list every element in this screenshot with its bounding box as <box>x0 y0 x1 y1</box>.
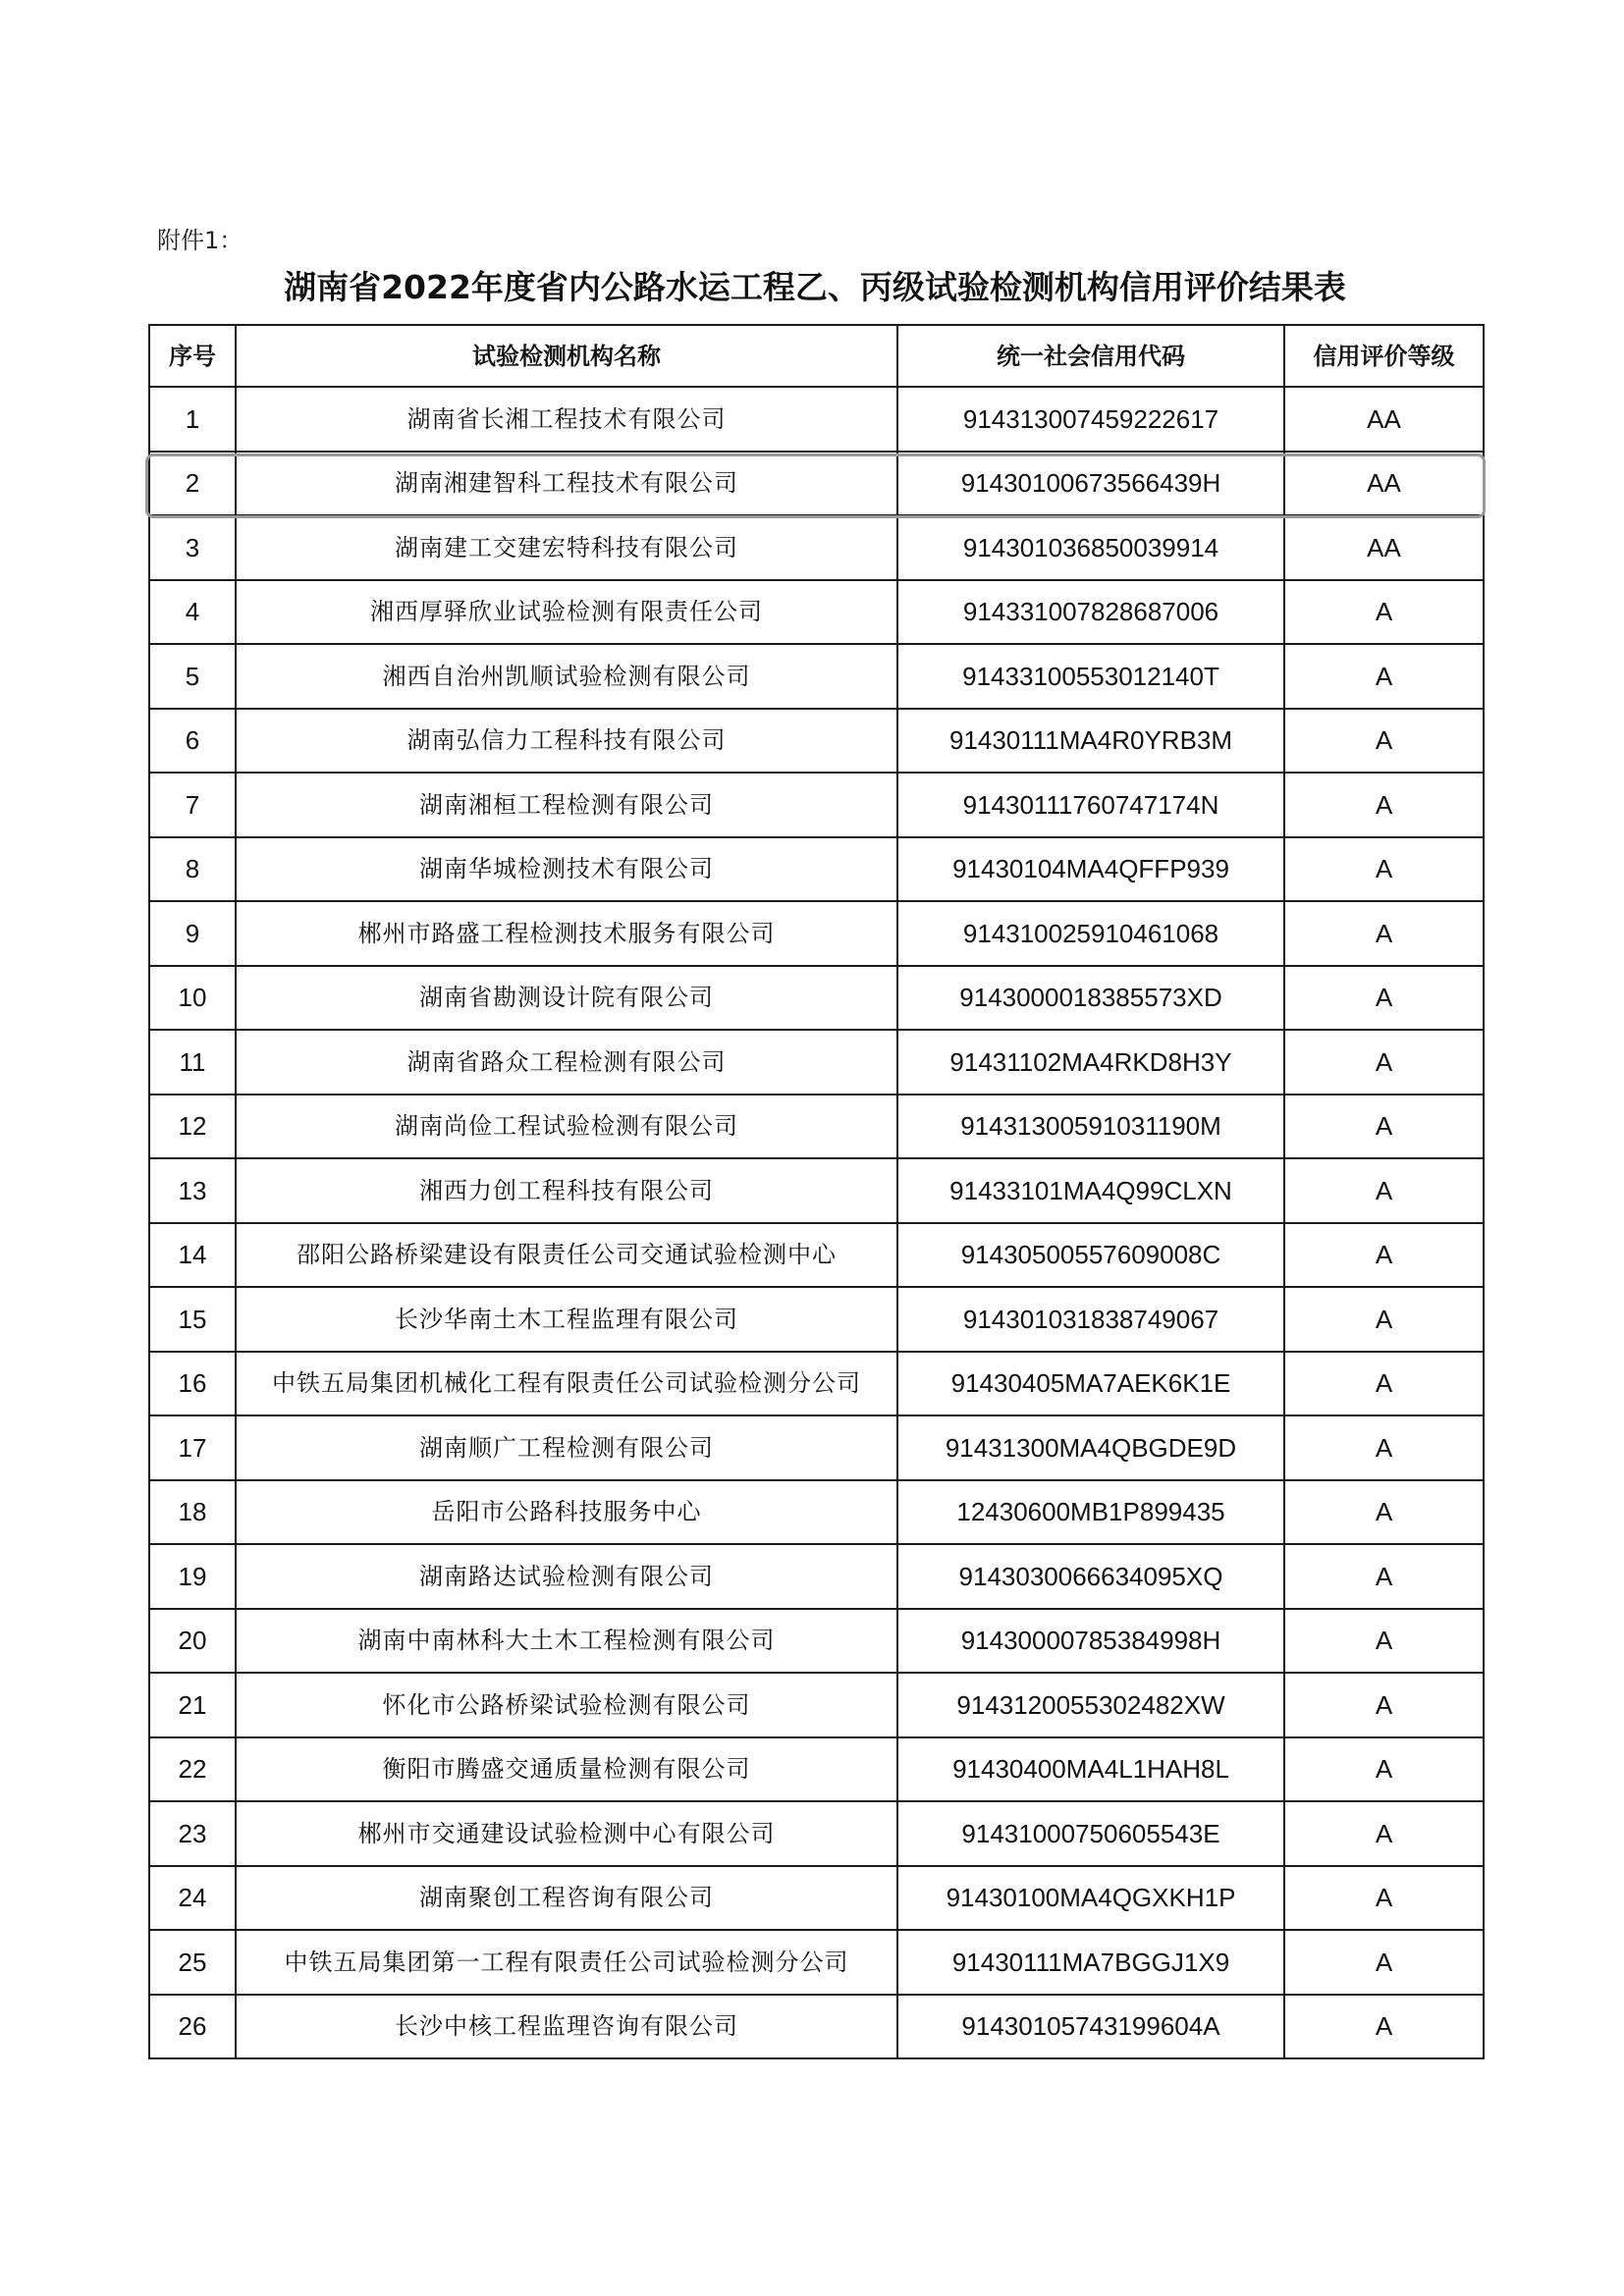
cell-credit-code: 9143120055302482XW <box>897 1673 1284 1737</box>
cell-credit-grade: A <box>1284 709 1484 774</box>
table-row[interactable] <box>149 580 1484 645</box>
cell-credit-code: 91430100673566439H <box>897 452 1284 516</box>
cell-serial-number: 26 <box>149 1995 236 2059</box>
cell-credit-grade: A <box>1284 1415 1484 1480</box>
cell-credit-code: 9143030066634095XQ <box>897 1544 1284 1609</box>
table-row[interactable] <box>149 1287 1484 1352</box>
cell-credit-grade: A <box>1284 1801 1484 1866</box>
cell-institution-name: 中铁五局集团机械化工程有限责任公司试验检测分公司 <box>236 1352 897 1416</box>
cell-credit-grade: A <box>1284 1930 1484 1995</box>
cell-credit-code: 914301036850039914 <box>897 515 1284 580</box>
cell-credit-grade: AA <box>1284 387 1484 452</box>
cell-institution-name: 湘西厚驿欣业试验检测有限责任公司 <box>236 580 897 645</box>
cell-serial-number: 3 <box>149 515 236 580</box>
results-table <box>148 324 1485 2059</box>
table-row[interactable] <box>149 709 1484 774</box>
cell-serial-number: 5 <box>149 644 236 709</box>
cell-credit-code: 91430100MA4QGXKH1P <box>897 1866 1284 1931</box>
table-row[interactable] <box>149 1095 1484 1159</box>
table-row[interactable] <box>149 1737 1484 1802</box>
cell-credit-code: 91433101MA4Q99CLXN <box>897 1158 1284 1223</box>
cell-serial-number: 22 <box>149 1737 236 1802</box>
cell-serial-number: 2 <box>149 452 236 516</box>
table-row[interactable] <box>149 1995 1484 2059</box>
cell-institution-name: 湖南建工交建宏特科技有限公司 <box>236 515 897 580</box>
cell-credit-grade: A <box>1284 1223 1484 1288</box>
table-row[interactable] <box>149 1030 1484 1095</box>
cell-serial-number: 6 <box>149 709 236 774</box>
cell-credit-code: 91431300591031190M <box>897 1095 1284 1159</box>
cell-credit-grade: A <box>1284 1095 1484 1159</box>
cell-institution-name: 湖南华城检测技术有限公司 <box>236 837 897 902</box>
table-row[interactable] <box>149 1866 1484 1931</box>
cell-serial-number: 18 <box>149 1480 236 1545</box>
cell-institution-name: 湖南省长湘工程技术有限公司 <box>236 387 897 452</box>
cell-serial-number: 10 <box>149 966 236 1031</box>
header-institution-name: 试验检测机构名称 <box>236 325 897 387</box>
cell-institution-name: 郴州市交通建设试验检测中心有限公司 <box>236 1801 897 1866</box>
cell-institution-name: 长沙中核工程监理咨询有限公司 <box>236 1995 897 2059</box>
cell-credit-grade: A <box>1284 1030 1484 1095</box>
table-row[interactable] <box>149 1673 1484 1737</box>
cell-credit-code: 91430405MA7AEK6K1E <box>897 1352 1284 1416</box>
cell-serial-number: 19 <box>149 1544 236 1609</box>
header-credit-grade: 信用评价等级 <box>1284 325 1484 387</box>
cell-credit-code: 914313007459222617 <box>897 387 1284 452</box>
cell-credit-grade: A <box>1284 1609 1484 1674</box>
cell-institution-name: 湖南湘建智科工程技术有限公司 <box>236 452 897 516</box>
cell-institution-name: 邵阳公路桥梁建设有限责任公司交通试验检测中心 <box>236 1223 897 1288</box>
table-row[interactable] <box>149 1415 1484 1480</box>
cell-credit-grade: A <box>1284 1352 1484 1416</box>
cell-credit-grade: A <box>1284 773 1484 837</box>
cell-credit-grade: AA <box>1284 452 1484 516</box>
table-body <box>149 387 1484 2058</box>
cell-credit-grade: A <box>1284 580 1484 645</box>
cell-credit-grade: A <box>1284 1544 1484 1609</box>
cell-credit-grade: A <box>1284 1158 1484 1223</box>
cell-serial-number: 1 <box>149 387 236 452</box>
cell-credit-code: 91430111MA7BGGJ1X9 <box>897 1930 1284 1995</box>
cell-credit-grade: A <box>1284 1866 1484 1931</box>
cell-credit-code: 914331007828687006 <box>897 580 1284 645</box>
cell-serial-number: 25 <box>149 1930 236 1995</box>
cell-serial-number: 16 <box>149 1352 236 1416</box>
cell-credit-grade: A <box>1284 1737 1484 1802</box>
table-row[interactable] <box>149 1480 1484 1545</box>
cell-serial-number: 7 <box>149 773 236 837</box>
cell-institution-name: 郴州市路盛工程检测技术服务有限公司 <box>236 901 897 966</box>
table-row[interactable] <box>149 452 1484 516</box>
cell-institution-name: 湖南聚创工程咨询有限公司 <box>236 1866 897 1931</box>
cell-serial-number: 12 <box>149 1095 236 1159</box>
cell-credit-grade: A <box>1284 1995 1484 2059</box>
table-row[interactable] <box>149 1352 1484 1416</box>
cell-serial-number: 8 <box>149 837 236 902</box>
table-row[interactable] <box>149 1801 1484 1866</box>
cell-credit-code: 91431300MA4QBGDE9D <box>897 1415 1284 1480</box>
cell-serial-number: 21 <box>149 1673 236 1737</box>
cell-institution-name: 湖南顺广工程检测有限公司 <box>236 1415 897 1480</box>
cell-serial-number: 14 <box>149 1223 236 1288</box>
header-credit-code: 统一社会信用代码 <box>897 325 1284 387</box>
table-row[interactable] <box>149 1609 1484 1674</box>
cell-institution-name: 衡阳市腾盛交通质量检测有限公司 <box>236 1737 897 1802</box>
cell-credit-code: 91430000785384998H <box>897 1609 1284 1674</box>
cell-credit-code: 91430111MA4R0YRB3M <box>897 709 1284 774</box>
cell-institution-name: 湘西自治州凯顺试验检测有限公司 <box>236 644 897 709</box>
table-row[interactable] <box>149 773 1484 837</box>
cell-serial-number: 23 <box>149 1801 236 1866</box>
attachment-label: 附件1： <box>157 227 244 254</box>
table-row[interactable] <box>149 1544 1484 1609</box>
cell-institution-name: 湖南中南林科大土木工程检测有限公司 <box>236 1609 897 1674</box>
table-row[interactable] <box>149 1158 1484 1223</box>
cell-institution-name: 中铁五局集团第一工程有限责任公司试验检测分公司 <box>236 1930 897 1995</box>
cell-credit-grade: A <box>1284 1480 1484 1545</box>
cell-credit-code: 91431102MA4RKD8H3Y <box>897 1030 1284 1095</box>
table-row[interactable] <box>149 966 1484 1031</box>
table-row[interactable] <box>149 901 1484 966</box>
cell-credit-grade: A <box>1284 1673 1484 1737</box>
cell-credit-code: 91433100553012140T <box>897 644 1284 709</box>
cell-credit-code: 91430111760747174N <box>897 773 1284 837</box>
cell-institution-name: 怀化市公路桥梁试验检测有限公司 <box>236 1673 897 1737</box>
cell-institution-name: 湖南省勘测设计院有限公司 <box>236 966 897 1031</box>
cell-institution-name: 长沙华南土木工程监理有限公司 <box>236 1287 897 1352</box>
cell-institution-name: 湖南弘信力工程科技有限公司 <box>236 709 897 774</box>
cell-credit-grade: A <box>1284 901 1484 966</box>
cell-credit-code: 91430500557609008C <box>897 1223 1284 1288</box>
cell-credit-code: 91430104MA4QFFP939 <box>897 837 1284 902</box>
table-row[interactable] <box>149 1223 1484 1288</box>
cell-serial-number: 24 <box>149 1866 236 1931</box>
cell-credit-code: 91430400MA4L1HAH8L <box>897 1737 1284 1802</box>
table-row[interactable] <box>149 837 1484 902</box>
table-row[interactable] <box>149 644 1484 709</box>
cell-credit-code: 914301031838749067 <box>897 1287 1284 1352</box>
cell-credit-code: 914310025910461068 <box>897 901 1284 966</box>
document-title: 湖南省2022年度省内公路水运工程乙、丙级试验检测机构信用评价结果表 <box>284 268 1346 306</box>
cell-credit-grade: AA <box>1284 515 1484 580</box>
table-row[interactable] <box>149 515 1484 580</box>
cell-serial-number: 9 <box>149 901 236 966</box>
cell-serial-number: 20 <box>149 1609 236 1674</box>
cell-institution-name: 湖南路达试验检测有限公司 <box>236 1544 897 1609</box>
cell-credit-grade: A <box>1284 1287 1484 1352</box>
cell-credit-code: 91430105743199604A <box>897 1995 1284 2059</box>
cell-credit-code: 91431000750605543E <box>897 1801 1284 1866</box>
cell-serial-number: 11 <box>149 1030 236 1095</box>
table-row[interactable] <box>149 387 1484 452</box>
cell-credit-grade: A <box>1284 966 1484 1031</box>
cell-institution-name: 湖南省路众工程检测有限公司 <box>236 1030 897 1095</box>
cell-institution-name: 湘西力创工程科技有限公司 <box>236 1158 897 1223</box>
table-row[interactable] <box>149 1930 1484 1995</box>
table-header-row <box>149 325 1484 387</box>
cell-institution-name: 岳阳市公路科技服务中心 <box>236 1480 897 1545</box>
cell-credit-grade: A <box>1284 837 1484 902</box>
cell-institution-name: 湖南湘桓工程检测有限公司 <box>236 773 897 837</box>
cell-serial-number: 17 <box>149 1415 236 1480</box>
cell-serial-number: 4 <box>149 580 236 645</box>
cell-credit-code: 9143000018385573XD <box>897 966 1284 1031</box>
cell-credit-code: 12430600MB1P899435 <box>897 1480 1284 1545</box>
cell-serial-number: 13 <box>149 1158 236 1223</box>
cell-credit-grade: A <box>1284 644 1484 709</box>
cell-serial-number: 15 <box>149 1287 236 1352</box>
cell-institution-name: 湖南尚俭工程试验检测有限公司 <box>236 1095 897 1159</box>
header-serial-number: 序号 <box>149 325 236 387</box>
